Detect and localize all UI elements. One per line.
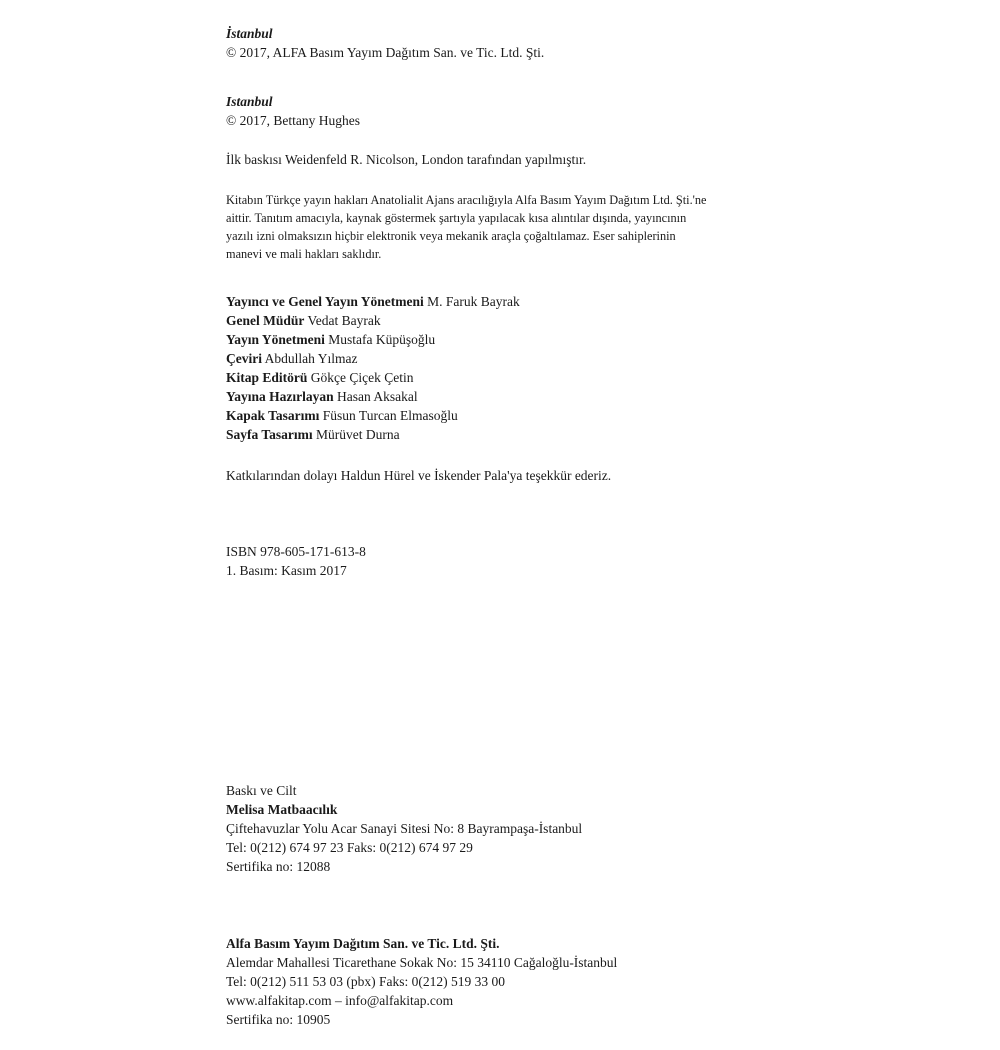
printer-certificate: Sertifika no: 12088 [226,859,331,874]
printer-address: Çiftehavuzlar Yolu Acar Sanayi Sitesi No: 8 Bayrampaşa-İstanbul [226,821,583,836]
credit-name: Mustafa Küpüşoğlu [328,332,436,347]
publisher-address: Alemdar Mahallesi Ticarethane Sokak No: 15 34110 Cağaloğlu-İstanbul [226,955,618,970]
rights-paragraph [226,191,706,263]
publisher-phone: Tel: 0(212) 511 53 03 (pbx) Faks: 0(212) 519 33 00 [226,974,506,989]
credit-role: Genel Müdür [226,313,305,328]
credit-row [226,349,520,368]
original-title: Istanbul [226,94,273,109]
credit-row [226,311,520,330]
credit-name: Vedat Bayrak [307,313,381,328]
rights-line: Kitabın Türkçe yayın hakları Anatolialit Ajans aracılığıyla Alfa Basım Yayım Dağıtım Ltd. Şti.'ne [226,193,707,207]
isbn-text: ISBN 978-605-171-613-8 [226,544,366,559]
credit-role: Yayın Yönetmeni [226,332,325,347]
credit-role: Çeviri [226,351,262,366]
credit-row [226,330,520,349]
credit-role: Kitap Editörü [226,370,308,385]
credit-row [226,292,520,311]
printer-name: Melisa Matbaacılık [226,802,338,817]
printer-phone: Tel: 0(212) 674 97 23 Faks: 0(212) 674 97 29 [226,840,473,855]
credit-name: Hasan Aksakal [337,389,418,404]
rights-line: aittir. Tanıtım amacıyla, kaynak göstermek şartıyla yapılacak kısa alıntılar dışında, yayıncının [226,211,687,225]
credit-row [226,368,520,387]
publisher-certificate: Sertifika no: 10905 [226,1012,331,1027]
isbn-block [226,542,366,580]
credit-name: Füsun Turcan Elmasoğlu [322,408,458,423]
credit-name: M. Faruk Bayrak [427,294,520,309]
publisher-name: Alfa Basım Yayım Dağıtım San. ve Tic. Ltd. Şti. [226,936,500,951]
acknowledgement [226,466,611,485]
printer-label: Baskı ve Cilt [226,783,297,798]
rights-line: yazılı izni olmaksızın hiçbir elektronik veya mekanik araçla çoğaltılamaz. Eser sahiplerinin [226,229,676,243]
credit-role: Kapak Tasarımı [226,408,320,423]
turkish-copyright: © 2017, ALFA Basım Yayım Dağıtım San. ve Tic. Ltd. Şti. [226,45,545,60]
publisher-website: www.alfakitap.com – info@alfakitap.com [226,993,454,1008]
rights-line: manevi ve mali hakları saklıdır. [226,247,382,261]
thanks-text: Katkılarından dolayı Haldun Hürel ve İskender Pala'ya teşekkür ederiz. [226,468,612,483]
credit-role: Yayına Hazırlayan [226,389,334,404]
edition-text: 1. Basım: Kasım 2017 [226,563,347,578]
credit-row [226,406,520,425]
original-edition-block [226,92,360,130]
turkish-edition-block [226,24,544,62]
credit-role: Sayfa Tasarımı [226,427,313,442]
credit-name: Abdullah Yılmaz [264,351,358,366]
first-edition-note [226,150,586,169]
original-copyright: © 2017, Bettany Hughes [226,113,360,128]
credit-row [226,387,520,406]
credits-list [226,292,520,444]
turkish-title: İstanbul [226,26,273,41]
credit-name: Gökçe Çiçek Çetin [310,370,414,385]
credit-name: Mürüvet Durna [316,427,400,442]
credit-role: Yayıncı ve Genel Yayın Yönetmeni [226,294,424,309]
printer-block [226,781,582,876]
credit-row [226,425,520,444]
first-edition-text: İlk baskısı Weidenfeld R. Nicolson, London tarafından yapılmıştır. [226,152,587,167]
publisher-block [226,934,617,1029]
